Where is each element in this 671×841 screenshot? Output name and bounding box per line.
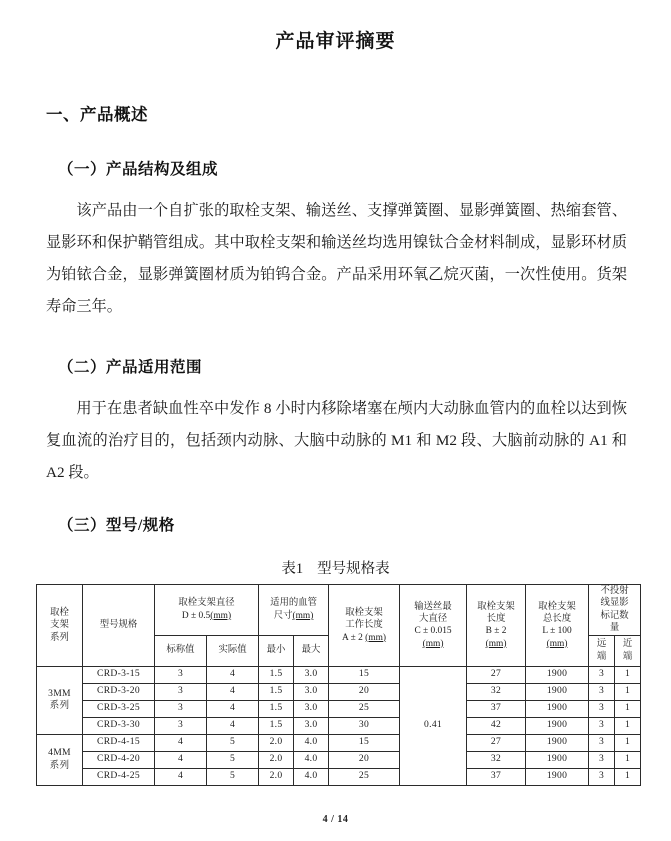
- cell-working-length: 25: [329, 768, 400, 785]
- page-number-footer: 4 / 14: [322, 814, 349, 825]
- col-header-working-length: 取栓支架 工作长度 A ± 2 (mm): [329, 585, 400, 667]
- col-header-marker-distal: 远 端: [589, 635, 615, 666]
- cell-diameter-actual: 4: [207, 717, 259, 734]
- cell-vessel-min: 1.5: [259, 717, 294, 734]
- cell-stent-length: 37: [467, 700, 526, 717]
- cell-working-length: 20: [329, 683, 400, 700]
- table-row: [37, 768, 641, 785]
- col-header-diameter-nominal: 标称值: [155, 635, 207, 666]
- col-header-marker-proximal: 近 端: [615, 635, 641, 666]
- cell-vessel-min: 1.5: [259, 700, 294, 717]
- col-header-stent-length: 取栓支架 长度 B ± 2 (mm): [467, 585, 526, 667]
- cell-model: CRD-3-25: [83, 700, 155, 717]
- cell-diameter-nominal: 4: [155, 734, 207, 751]
- unit-mm: (mm): [485, 638, 507, 649]
- unit-mm: (mm): [292, 610, 314, 621]
- model-specification-table: [36, 584, 641, 786]
- cell-model: CRD-4-20: [83, 751, 155, 768]
- cell-diameter-actual: 4: [207, 666, 259, 683]
- cell-stent-length: 32: [467, 751, 526, 768]
- table-caption-label: 表1: [281, 561, 304, 577]
- col-header-model: 型号规格: [83, 585, 155, 667]
- cell-diameter-nominal: 3: [155, 666, 207, 683]
- cell-marker-proximal: 1: [615, 734, 641, 751]
- table-header-row-1: [37, 585, 641, 636]
- paragraph-intended-use: 用于在患者缺血性卒中发作 8 小时内移除堵塞在颅内大动脉血管内的血栓以达到恢复血流的治疗目的，包括颈内动脉、大脑中动脉的 M1 和 M2 段、大脑前动脉的 A1 和 A2 段。: [46, 400, 627, 481]
- cell-marker-proximal: 1: [615, 717, 641, 734]
- col-header-vessel-max: 最大: [294, 635, 329, 666]
- cell-vessel-min: 2.0: [259, 751, 294, 768]
- cell-working-length: 20: [329, 751, 400, 768]
- cell-vessel-max: 3.0: [294, 717, 329, 734]
- col-header-total-length: 取栓支架 总长度 L ± 100 (mm): [526, 585, 589, 667]
- cell-marker-distal: 3: [589, 768, 615, 785]
- cell-vessel-max: 4.0: [294, 734, 329, 751]
- table-row: [37, 734, 641, 751]
- cell-diameter-nominal: 3: [155, 700, 207, 717]
- cell-vessel-min: 1.5: [259, 683, 294, 700]
- unit-mm: (mm): [422, 638, 444, 649]
- cell-diameter-nominal: 4: [155, 751, 207, 768]
- cell-total-length: 1900: [526, 734, 589, 751]
- cell-marker-proximal: 1: [615, 683, 641, 700]
- cell-vessel-max: 4.0: [294, 751, 329, 768]
- cell-marker-distal: 3: [589, 666, 615, 683]
- cell-marker-distal: 3: [589, 734, 615, 751]
- table-header: [37, 585, 641, 667]
- paragraph-product-structure: 该产品由一个自扩张的取栓支架、输送丝、支撑弹簧圈、显影弹簧圈、热缩套管、显影环和保护鞘管组成。其中取栓支架和输送丝均选用镍钛合金材料制成，显影环材质为铂铱合金，显影弹簧圈材质为铂钨合金。产品采用环氧乙烷灭菌，一次性使用。货架寿命三年。: [46, 202, 627, 315]
- table-row: [37, 683, 641, 700]
- cell-stent-length: 27: [467, 734, 526, 751]
- cell-model: CRD-3-20: [83, 683, 155, 700]
- page-title: 产品审评摘要: [275, 31, 396, 52]
- cell-diameter-nominal: 3: [155, 683, 207, 700]
- cell-vessel-max: 3.0: [294, 700, 329, 717]
- cell-model: CRD-3-30: [83, 717, 155, 734]
- cell-stent-length: 32: [467, 683, 526, 700]
- col-header-diameter-actual: 实际值: [207, 635, 259, 666]
- cell-wire-diameter: 0.41: [400, 666, 467, 785]
- series-group-cell: 3MM 系列: [37, 666, 83, 734]
- spec-table-container: [0, 584, 671, 786]
- cell-vessel-min: 1.5: [259, 666, 294, 683]
- table-row: [37, 700, 641, 717]
- cell-total-length: 1900: [526, 683, 589, 700]
- table-caption-title: 型号规格表: [317, 561, 390, 577]
- cell-total-length: 1900: [526, 700, 589, 717]
- section-heading-product-structure: （一）产品结构及组成: [58, 161, 219, 178]
- unit-mm: (mm): [210, 610, 232, 621]
- cell-vessel-min: 2.0: [259, 768, 294, 785]
- section-heading-intended-use: （二）产品适用范围: [58, 359, 203, 376]
- cell-total-length: 1900: [526, 768, 589, 785]
- table-row: [37, 717, 641, 734]
- cell-working-length: 15: [329, 666, 400, 683]
- cell-model: CRD-4-15: [83, 734, 155, 751]
- cell-stent-length: 42: [467, 717, 526, 734]
- cell-diameter-actual: 5: [207, 751, 259, 768]
- cell-total-length: 1900: [526, 666, 589, 683]
- table-caption: [0, 535, 671, 584]
- cell-diameter-actual: 4: [207, 700, 259, 717]
- cell-vessel-min: 2.0: [259, 734, 294, 751]
- cell-working-length: 25: [329, 700, 400, 717]
- cell-working-length: 30: [329, 717, 400, 734]
- unit-mm: (mm): [546, 638, 568, 649]
- cell-vessel-max: 3.0: [294, 666, 329, 683]
- cell-model: CRD-4-25: [83, 768, 155, 785]
- cell-diameter-actual: 4: [207, 683, 259, 700]
- cell-total-length: 1900: [526, 717, 589, 734]
- col-header-series: 取栓 支架 系列: [37, 585, 83, 667]
- cell-diameter-actual: 5: [207, 734, 259, 751]
- cell-vessel-max: 4.0: [294, 768, 329, 785]
- col-header-stent-diameter: 取栓支架直径 D ± 0.5(mm): [155, 585, 259, 636]
- cell-stent-length: 27: [467, 666, 526, 683]
- cell-stent-length: 37: [467, 768, 526, 785]
- table-body: [37, 666, 641, 785]
- cell-working-length: 15: [329, 734, 400, 751]
- col-header-wire-diameter: 输送丝最 大直径 C ± 0.015 (mm): [400, 585, 467, 667]
- series-group-cell: 4MM 系列: [37, 734, 83, 785]
- cell-marker-proximal: 1: [615, 700, 641, 717]
- cell-vessel-max: 3.0: [294, 683, 329, 700]
- table-row: [37, 666, 641, 683]
- cell-diameter-actual: 5: [207, 768, 259, 785]
- cell-model: CRD-3-15: [83, 666, 155, 683]
- cell-diameter-nominal: 4: [155, 768, 207, 785]
- cell-marker-distal: 3: [589, 683, 615, 700]
- cell-marker-distal: 3: [589, 751, 615, 768]
- cell-marker-proximal: 1: [615, 768, 641, 785]
- cell-diameter-nominal: 3: [155, 717, 207, 734]
- section-heading-model-spec: （三）型号/规格: [58, 517, 175, 534]
- section-heading-chapter-1: 一、产品概述: [46, 105, 148, 124]
- col-header-vessel-min: 最小: [259, 635, 294, 666]
- cell-total-length: 1900: [526, 751, 589, 768]
- cell-marker-distal: 3: [589, 717, 615, 734]
- col-header-radiopaque-markers: 不投射 线显影 标记数 量: [589, 585, 641, 636]
- cell-marker-proximal: 1: [615, 666, 641, 683]
- cell-marker-proximal: 1: [615, 751, 641, 768]
- col-header-vessel-size: 适用的血管 尺寸(mm): [259, 585, 329, 636]
- unit-mm: (mm): [365, 632, 387, 643]
- cell-marker-distal: 3: [589, 700, 615, 717]
- table-row: [37, 751, 641, 768]
